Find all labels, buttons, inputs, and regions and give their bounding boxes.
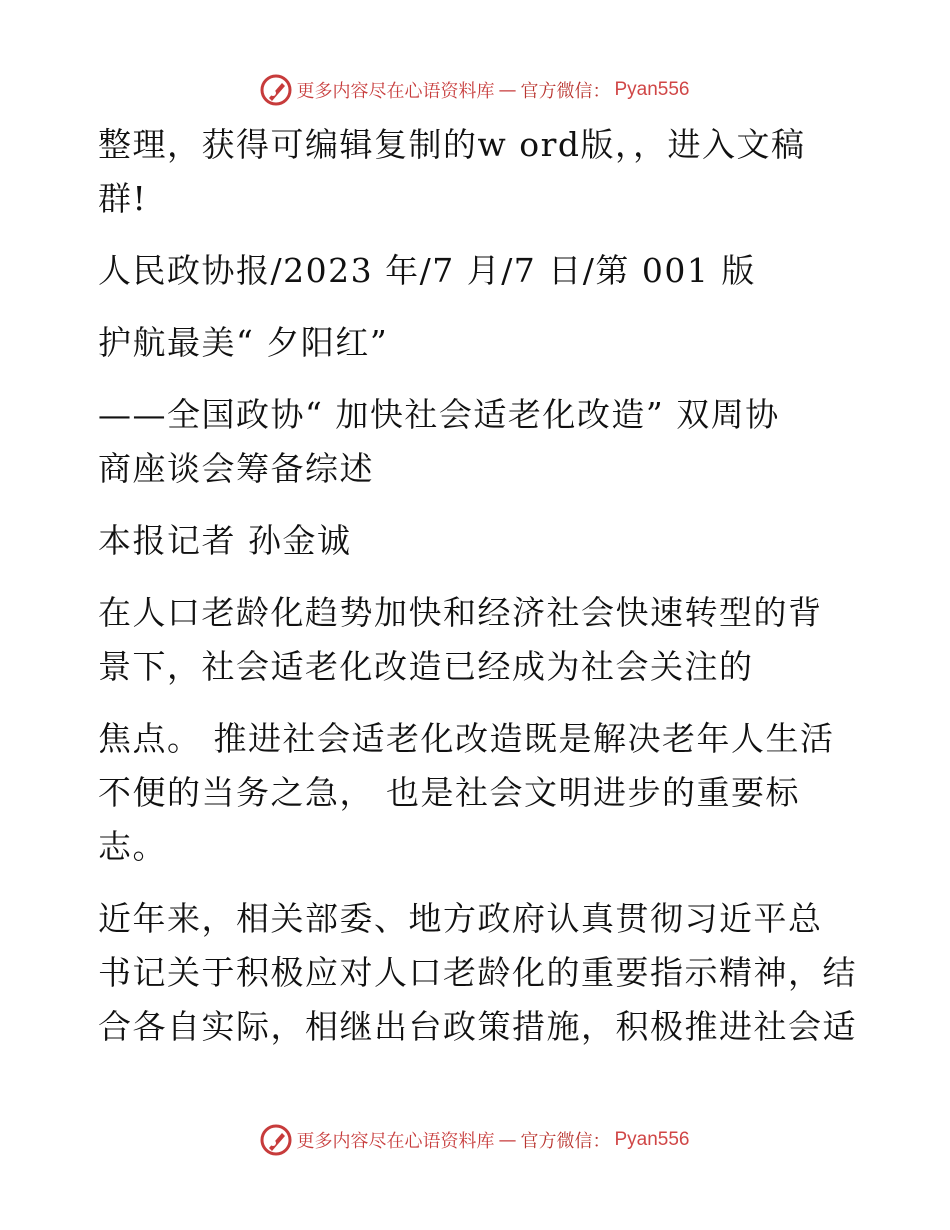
banner-separator: — [498,79,517,101]
paragraph-line: 书记关于积极应对人口老龄化的重要指示精神，结 [98,953,857,992]
header-banner-inner [260,74,689,106]
banner-wechat-id: Pyan556 [614,79,690,100]
footer-banner-inner [260,1124,689,1156]
paragraph-line: 群! [98,179,148,218]
banner-wechat-label: 官方微信： [520,81,611,102]
paragraph [98,892,858,1054]
paragraph [98,514,858,568]
banner-slogan: 更多内容尽在心语资料库 [296,1131,495,1152]
paragraph [98,118,858,226]
paragraph-line: 合各自实际，相继出台政策措施，积极推进社会适 [98,1007,857,1046]
paragraph [98,712,858,874]
paragraph-line: 在人口老龄化趋势加快和经济社会快速转型的背 [98,593,823,632]
paragraph-line: 近年来，相关部委、地方政府认真贯彻习近平总 [98,899,823,938]
pen-logo-icon [260,74,292,106]
header-watermark-banner [0,70,950,110]
paragraph [98,586,858,694]
paragraph-line: 志。 [98,827,167,866]
paragraph-line: ——全国政协“ 加快社会适老化改造” 双周协 [98,395,780,434]
paragraph-line: 景下，社会适老化改造已经成为社会关注的 [98,647,754,686]
paragraph-line: 焦点。 推进社会适老化改造既是解决老年人生活 [98,719,835,758]
paragraph-line: 人民政协报/2023 年/7 月/7 日/第 001 版 [98,251,756,290]
paragraph-line: 护航最美“ 夕阳红” [98,323,389,362]
paragraph-line: 本报记者 孙金诚 [98,521,352,560]
banner-wechat-label: 官方微信： [520,1131,611,1152]
document-body [98,118,858,1072]
banner-slogan: 更多内容尽在心语资料库 [296,81,495,102]
paragraph-line: 商座谈会筹备综述 [98,449,374,488]
banner-wechat-id: Pyan556 [614,1129,690,1150]
paragraph-line: 不便的当务之急， 也是社会文明进步的重要标 [98,773,800,812]
pen-logo-icon [260,1124,292,1156]
footer-watermark-banner [0,1120,950,1160]
banner-separator: — [498,1129,517,1151]
paragraph [98,388,858,496]
paragraph-line: 整理，获得可编辑复制的w ord版，，进入文稿 [98,125,806,164]
paragraph [98,316,858,370]
paragraph [98,244,858,298]
